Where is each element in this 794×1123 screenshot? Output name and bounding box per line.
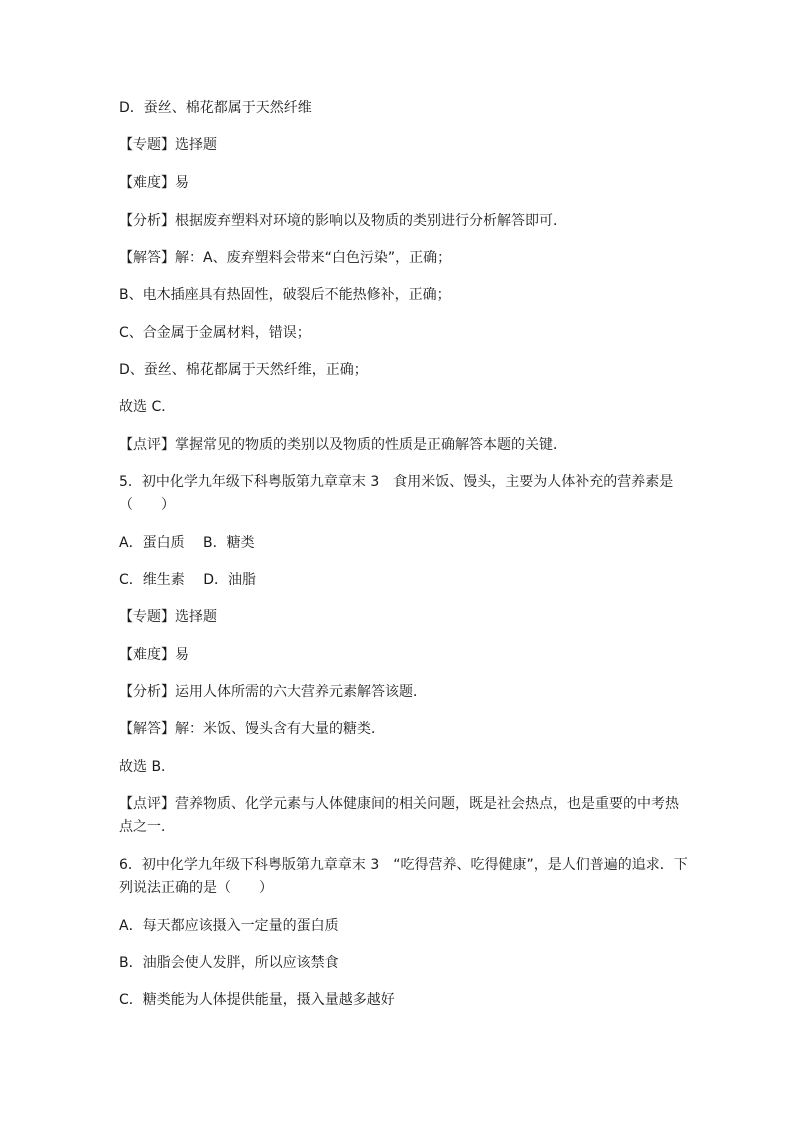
comment-text-cont: 点之一．	[119, 819, 175, 835]
question-6-text-cont: 列说法正确的是（ ）	[119, 880, 273, 896]
question-6-text: 6．初中化学九年级下科粤版第九章章末 3 “吃得营养、吃得健康”，是人们普遍的追求．下	[119, 857, 688, 873]
option-d-text: D．蚕丝、棉花都属于天然纤维	[119, 100, 312, 116]
answer-line-b: B、电木插座具有热固性，破裂后不能热修补，正确；	[119, 287, 451, 303]
question-6-option-a: A．每天都应该摄入一定量的蛋白质	[119, 918, 339, 934]
choice-result: 故选 C．	[119, 399, 176, 415]
question-5-options-ab: A．蛋白质 B．糖类	[119, 535, 255, 551]
comment-text: 【点评】掌握常见的物质的类别以及物质的性质是正确解答本题的关键．	[119, 437, 567, 453]
answer-line-d: D、蚕丝、棉花都属于天然纤维，正确；	[119, 362, 368, 378]
topic-label: 【专题】选择题	[119, 609, 217, 625]
topic-label: 【专题】选择题	[119, 137, 217, 153]
question-6-option-b: B．油脂会使人发胖，所以应该禁食	[119, 955, 339, 971]
analysis-text: 【分析】运用人体所需的六大营养元素解答该题．	[119, 684, 427, 700]
difficulty-label: 【难度】易	[119, 647, 189, 663]
question-5-bracket: （ ）	[119, 497, 175, 513]
difficulty-label: 【难度】易	[119, 175, 189, 191]
choice-result: 故选 B．	[119, 759, 176, 775]
question-5-options-cd: C．维生素 D．油脂	[119, 572, 257, 588]
answer-line-c: C、合金属于金属材料，错误；	[119, 325, 311, 341]
question-5-text: 5．初中化学九年级下科粤版第九章章末 3 食用米饭、馒头，主要为人体补充的营养素是	[119, 474, 674, 490]
analysis-text: 【分析】根据废弃塑料对环境的影响以及物质的类别进行分析解答即可．	[119, 213, 567, 229]
answer-text: 【解答】解：A、废弃塑料会带来“白色污染”，正确；	[119, 250, 452, 266]
question-6-option-c: C．糖类能为人体提供能量，摄入量越多越好	[119, 992, 395, 1008]
answer-text: 【解答】解：米饭、馒头含有大量的糖类．	[119, 721, 385, 737]
comment-text: 【点评】营养物质、化学元素与人体健康间的相关问题，既是社会热点，也是重要的中考热	[119, 796, 679, 812]
